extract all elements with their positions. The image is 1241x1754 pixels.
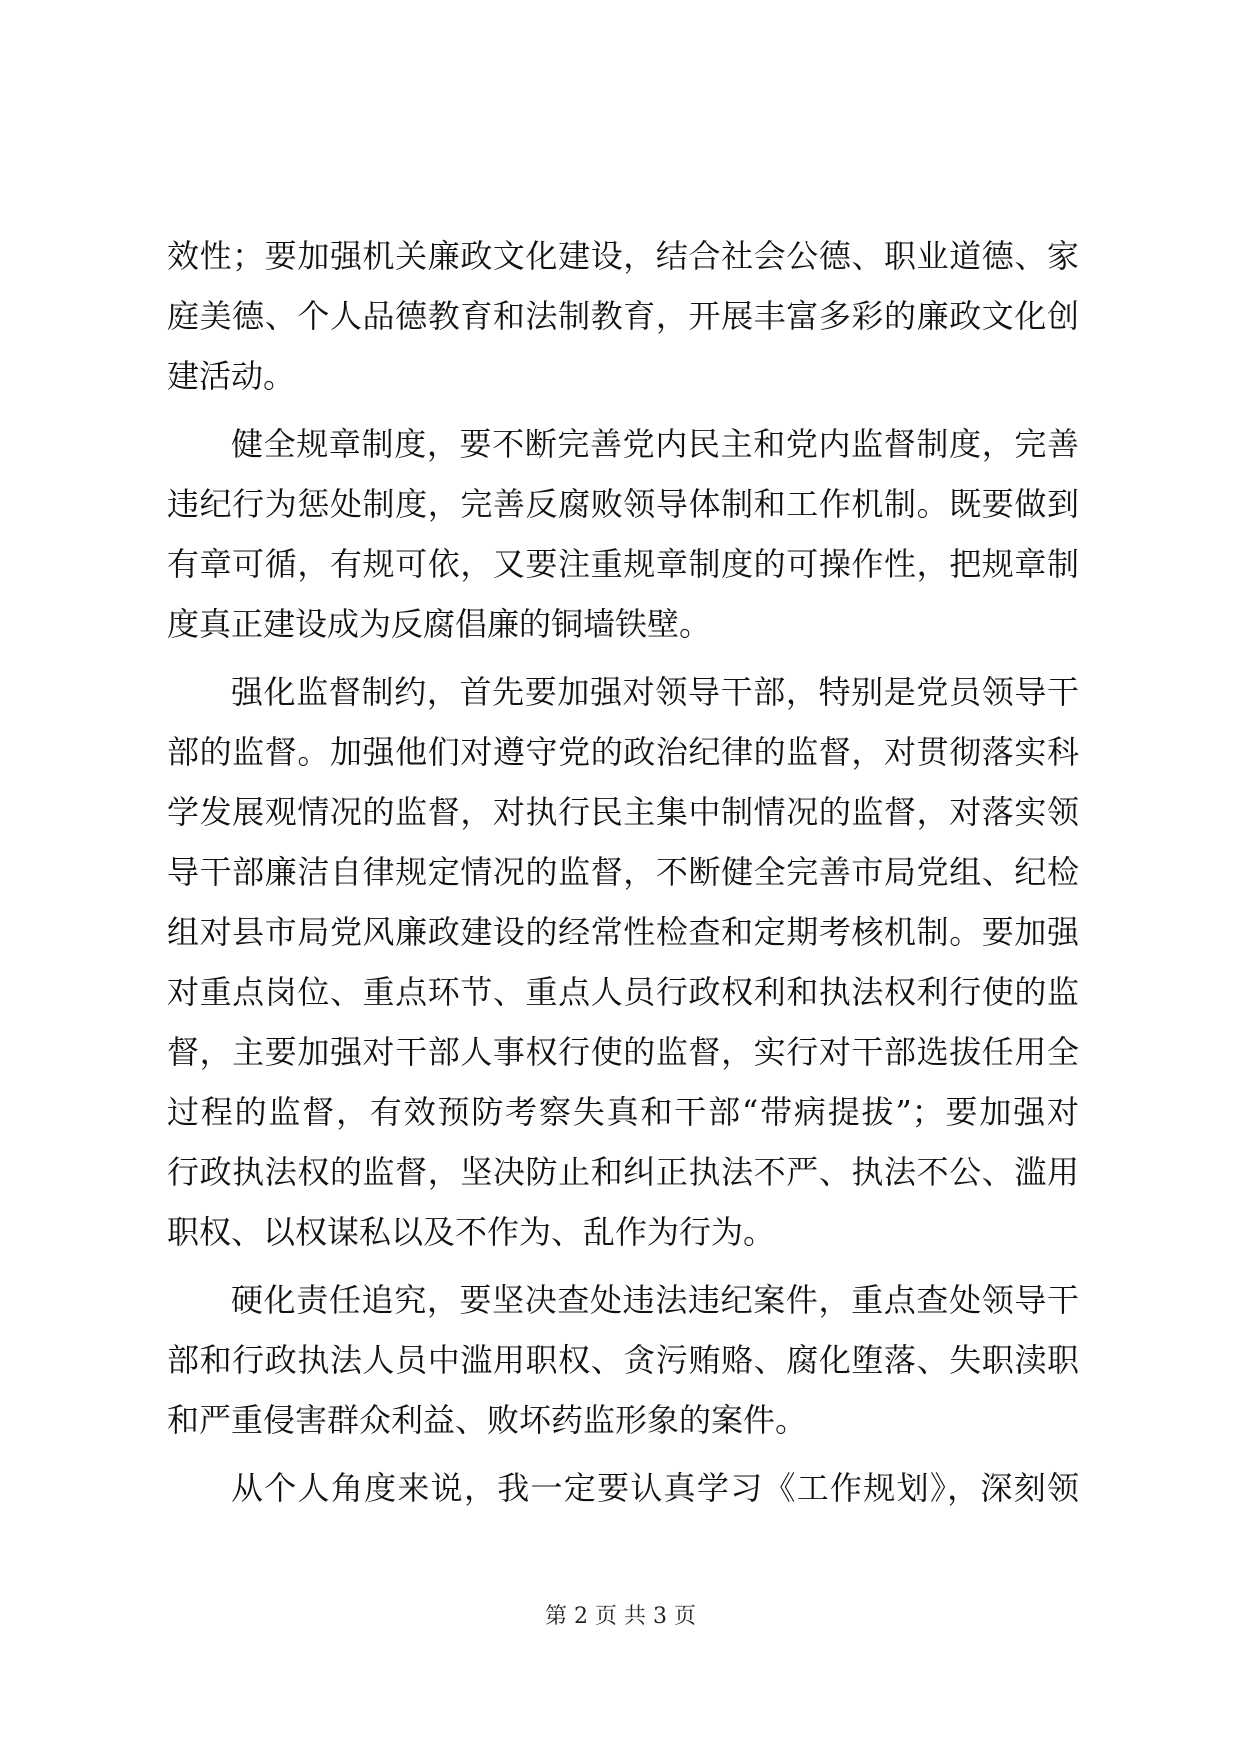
paragraph [167,662,1079,1262]
text-line: 度真正建设成为反腐倡廉的铜墙铁壁。 [167,605,712,643]
text-line: 效性；要加强机关廉政文化建设，结合社会公德、职业道德、家 [167,237,1079,275]
text-line: 督，主要加强对干部人事权行使的监督，实行对干部选拔任用全 [167,1033,1079,1071]
text-line: 导干部廉洁自律规定情况的监督，不断健全完善市局党组、纪检 [167,853,1079,891]
text-line: 硬化责任追究，要坚决查处违法违纪案件，重点查处领导干 [231,1281,1079,1319]
paragraph [167,1270,1079,1450]
text-line: 强化监督制约，首先要加强对领导干部，特别是党员领导干 [231,673,1079,711]
text-line: 违纪行为惩处制度，完善反腐败领导体制和工作机制。既要做到 [167,485,1079,523]
text-line: 建活动。 [167,357,296,395]
text-line: 学发展观情况的监督，对执行民主集中制情况的监督，对落实领 [167,793,1079,831]
text-line: 行政执法权的监督，坚决防止和纠正执法不严、执法不公、滥用 [167,1153,1079,1191]
text-line: 职权、以权谋私以及不作为、乱作为行为。 [167,1213,776,1251]
document-body [167,226,1079,1518]
text-line: 组对县市局党风廉政建设的经常性检查和定期考核机制。要加强 [167,913,1079,951]
text-line: 过程的监督，有效预防考察失真和干部“带病提拔”；要加强对 [167,1093,1079,1131]
text-line: 部的监督。加强他们对遵守党的政治纪律的监督，对贯彻落实科 [167,733,1079,771]
text-line: 对重点岗位、重点环节、重点人员行政权利和执法权利行使的监 [167,973,1079,1011]
text-line: 健全规章制度，要不断完善党内民主和党内监督制度，完善 [231,425,1079,463]
text-line: 从个人角度来说，我一定要认真学习《工作规划》，深刻领 [231,1469,1079,1507]
text-line: 庭美德、个人品德教育和法制教育，开展丰富多彩的廉政文化创 [167,297,1079,335]
paragraph [167,1458,1079,1518]
paragraph [167,226,1079,406]
text-line: 有章可循，有规可依，又要注重规章制度的可操作性，把规章制 [167,545,1079,583]
text-line: 部和行政执法人员中滥用职权、贪污贿赂、腐化堕落、失职渎职 [167,1341,1079,1379]
paragraph [167,414,1079,654]
page-number-footer: 第 2 页 共 3 页 [545,1604,696,1629]
text-line: 和严重侵害群众利益、败坏药监形象的案件。 [167,1401,808,1439]
